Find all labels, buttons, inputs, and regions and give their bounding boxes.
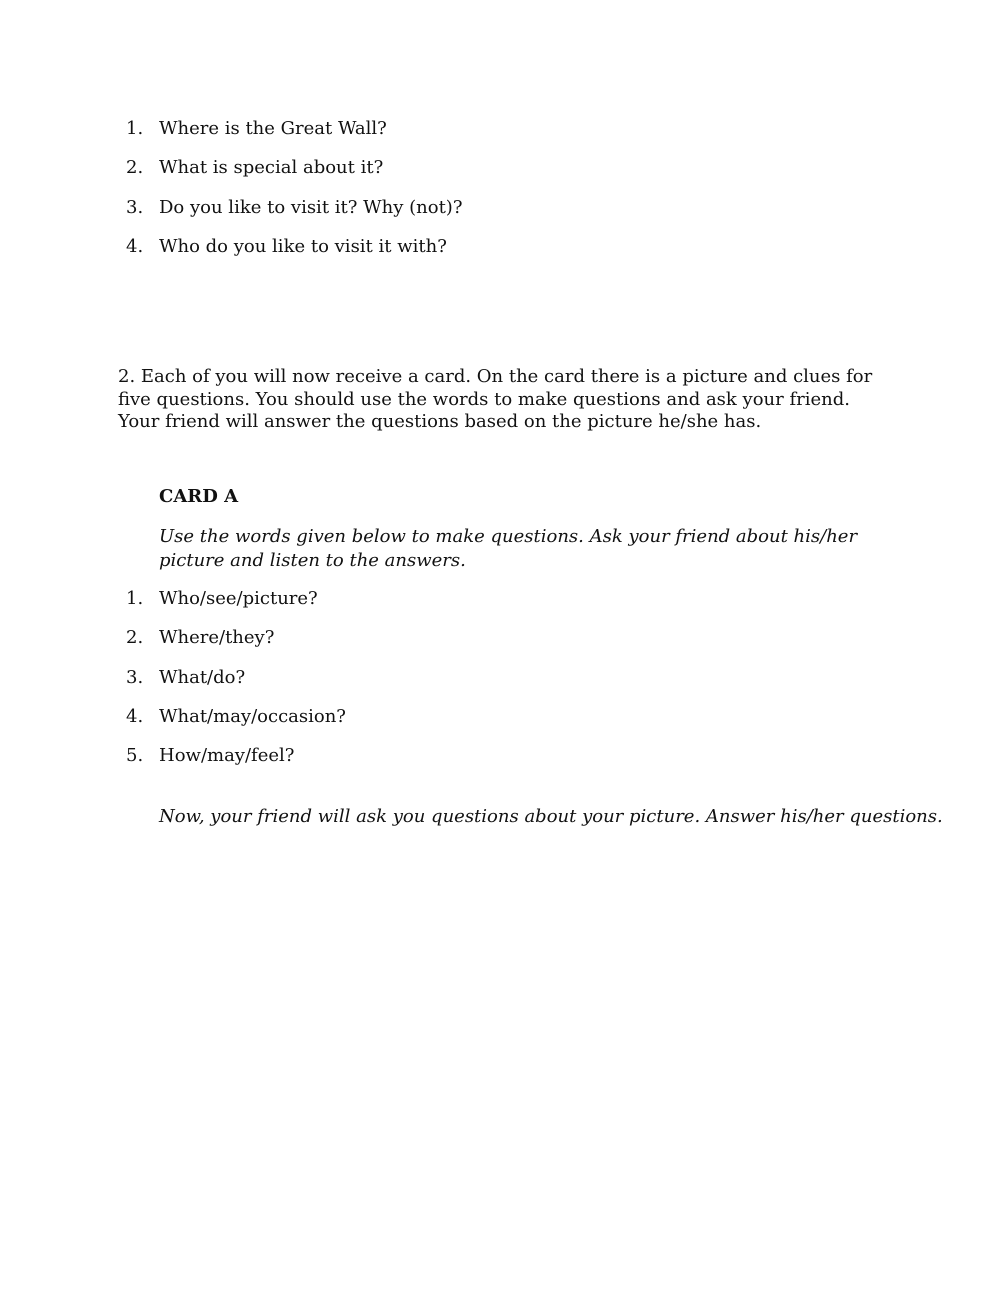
question-number: 4. (126, 235, 144, 257)
question-number: 1. (126, 118, 144, 139)
question-text: How/may/feel? (159, 745, 295, 767)
list-item (118, 157, 878, 196)
list-item (118, 118, 878, 157)
question-number: 4. (126, 705, 144, 727)
question-text: What/may/occasion? (159, 705, 346, 727)
question-number: 2. (126, 157, 144, 179)
task-2-instructions: 2. Each of you will now receive a card. On the card there is a picture and clues for five questions. You should use the words to make questions and ask your friend. Your friend will answer the questions based on the picture he/she has. (118, 366, 873, 432)
question-text: Who do you like to visit it with? (159, 235, 447, 257)
question-number: 5. (126, 745, 144, 767)
question-text: What/do? (159, 666, 246, 688)
question-number: 3. (126, 196, 144, 218)
great-wall-question-list (118, 118, 878, 275)
list-item (118, 588, 878, 627)
question-text: What is special about it? (159, 157, 384, 179)
question-text: Do you like to visit it? Why (not)? (159, 196, 463, 218)
question-number: 3. (126, 666, 144, 688)
list-item (118, 236, 878, 275)
list-item (118, 197, 878, 236)
card-instruction: Use the words given below to make questions. Ask your friend about his/her picture and listen to the answers. (159, 526, 858, 571)
list-item (118, 745, 878, 784)
list-item (118, 627, 878, 666)
question-text: Where/they? (159, 627, 275, 649)
list-item (118, 706, 878, 745)
card-question-list (118, 588, 878, 784)
question-number: 1. (126, 588, 144, 609)
question-number: 2. (126, 627, 144, 649)
question-text: Where is the Great Wall? (159, 118, 387, 139)
closing-instruction: Now, your friend will ask you questions about your picture. Answer his/her questions. (159, 806, 943, 827)
list-item (118, 667, 878, 706)
question-text: Who/see/picture? (159, 588, 318, 609)
card-title: CARD A (159, 486, 239, 507)
